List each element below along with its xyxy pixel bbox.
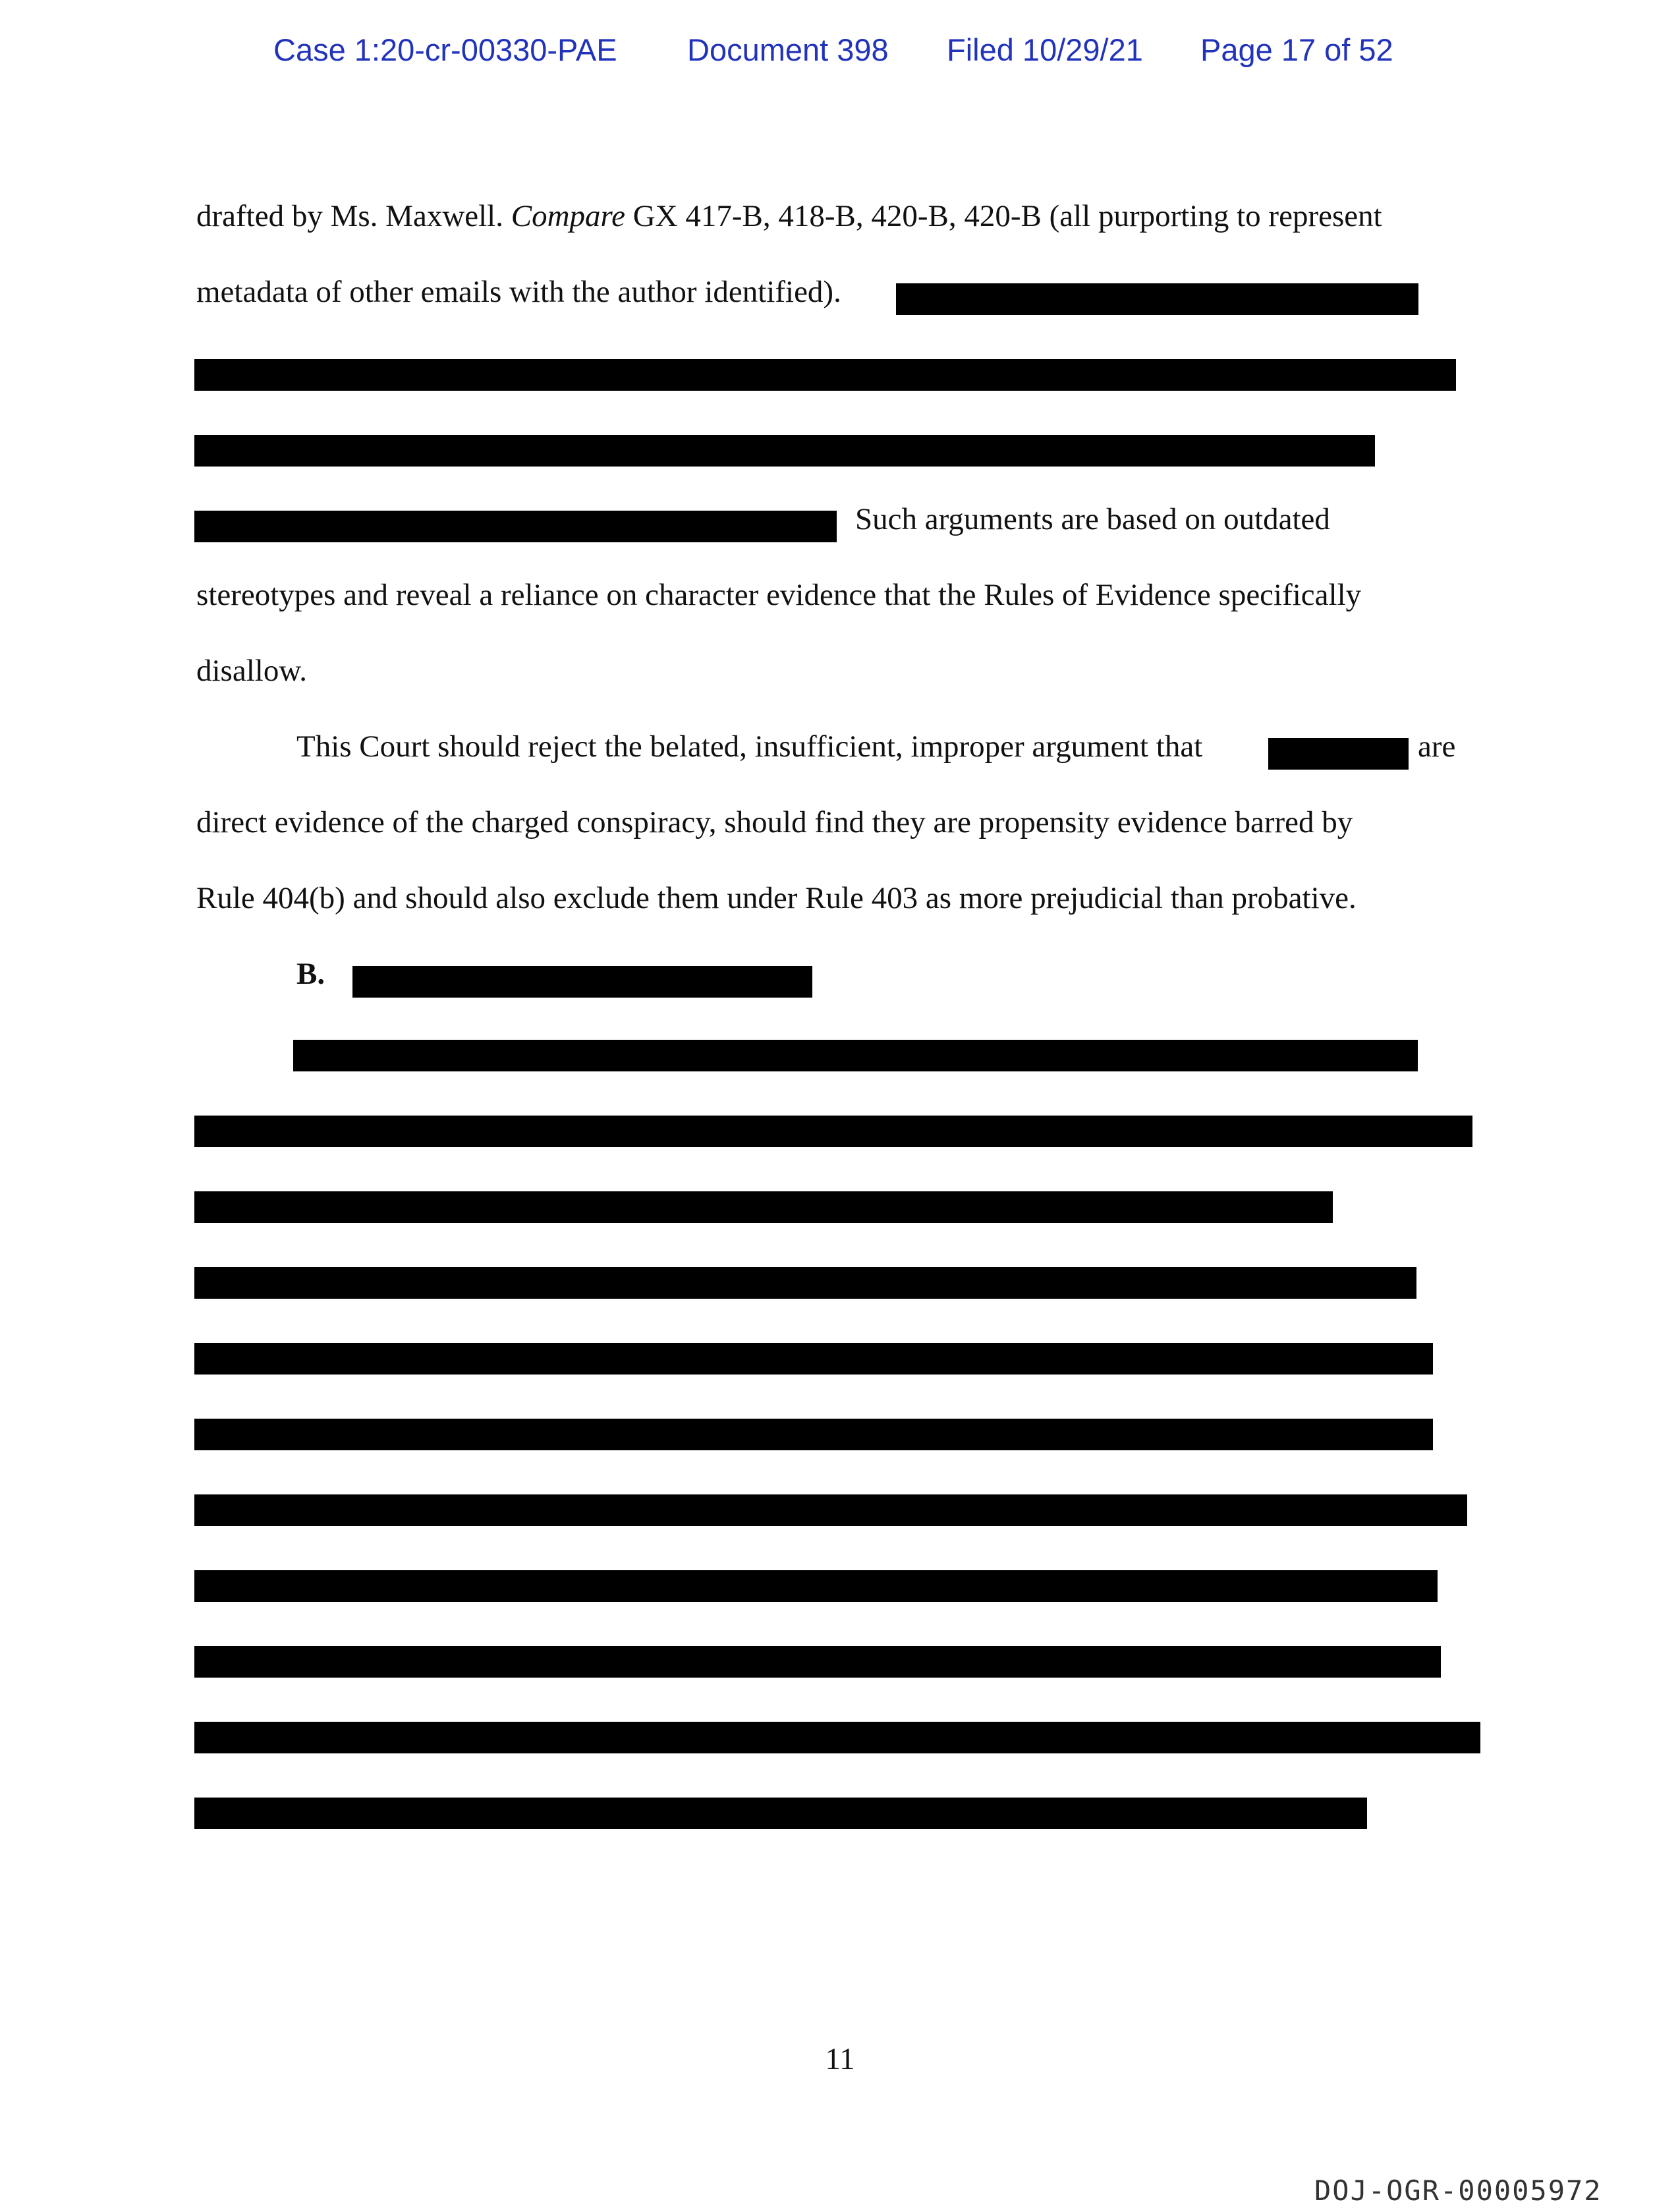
redaction-bar (194, 1646, 1441, 1678)
section-label: B. (296, 957, 325, 991)
italic-signal: Compare (511, 199, 625, 233)
body-line-7: stereotypes and reveal a reliance on character evidence that the Rules of Evidence specifically (196, 578, 1362, 612)
body-text-segment: drafted by Ms. Maxwell. (196, 199, 503, 233)
filed-date: Filed 10/29/21 (947, 32, 1143, 67)
redaction-bar (896, 283, 1418, 315)
redaction-bar (1268, 738, 1409, 770)
redaction-bar (194, 1419, 1433, 1450)
redaction-bar (194, 1722, 1480, 1753)
redaction-bar (194, 1343, 1433, 1375)
redaction-bar (194, 359, 1456, 391)
body-line-8: disallow. (196, 654, 307, 688)
body-line-2: metadata of other emails with the author identified). (196, 275, 841, 309)
redaction-bar (293, 1040, 1418, 1071)
redaction-bar (194, 1191, 1333, 1223)
document-number: Document 398 (687, 32, 889, 67)
redaction-bar (194, 511, 837, 542)
redaction-bar (194, 1494, 1467, 1526)
redaction-bar (194, 1798, 1367, 1829)
case-number: Case 1:20-cr-00330-PAE (273, 32, 617, 67)
para2-line-3: Rule 404(b) and should also exclude them under Rule 403 as more prejudicial than probative. (196, 881, 1357, 915)
redaction-bar (194, 435, 1375, 467)
redaction-bar (194, 1267, 1416, 1299)
docket-header (0, 32, 1680, 71)
bates-number: DOJ-OGR-00005972 (1314, 2174, 1602, 2207)
page-number: 11 (825, 2042, 855, 2076)
body-line-6: Such arguments are based on outdated (855, 502, 1330, 536)
para2-line-1: This Court should reject the belated, insufficient, improper argument that (296, 729, 1203, 764)
redaction-bar (194, 1570, 1438, 1602)
para2-line-1-end: are (1418, 729, 1456, 764)
body-line-1 (196, 201, 1382, 232)
para2-line-2: direct evidence of the charged conspiracy, should find they are propensity evidence barred by (196, 805, 1353, 839)
redaction-bar (194, 1116, 1472, 1147)
redaction-bar (352, 966, 812, 998)
body-text-segment: GX 417-B, 418-B, 420-B, 420-B (all purporting to represent (632, 199, 1382, 233)
page-count: Page 17 of 52 (1200, 32, 1393, 67)
section-heading (296, 959, 325, 990)
